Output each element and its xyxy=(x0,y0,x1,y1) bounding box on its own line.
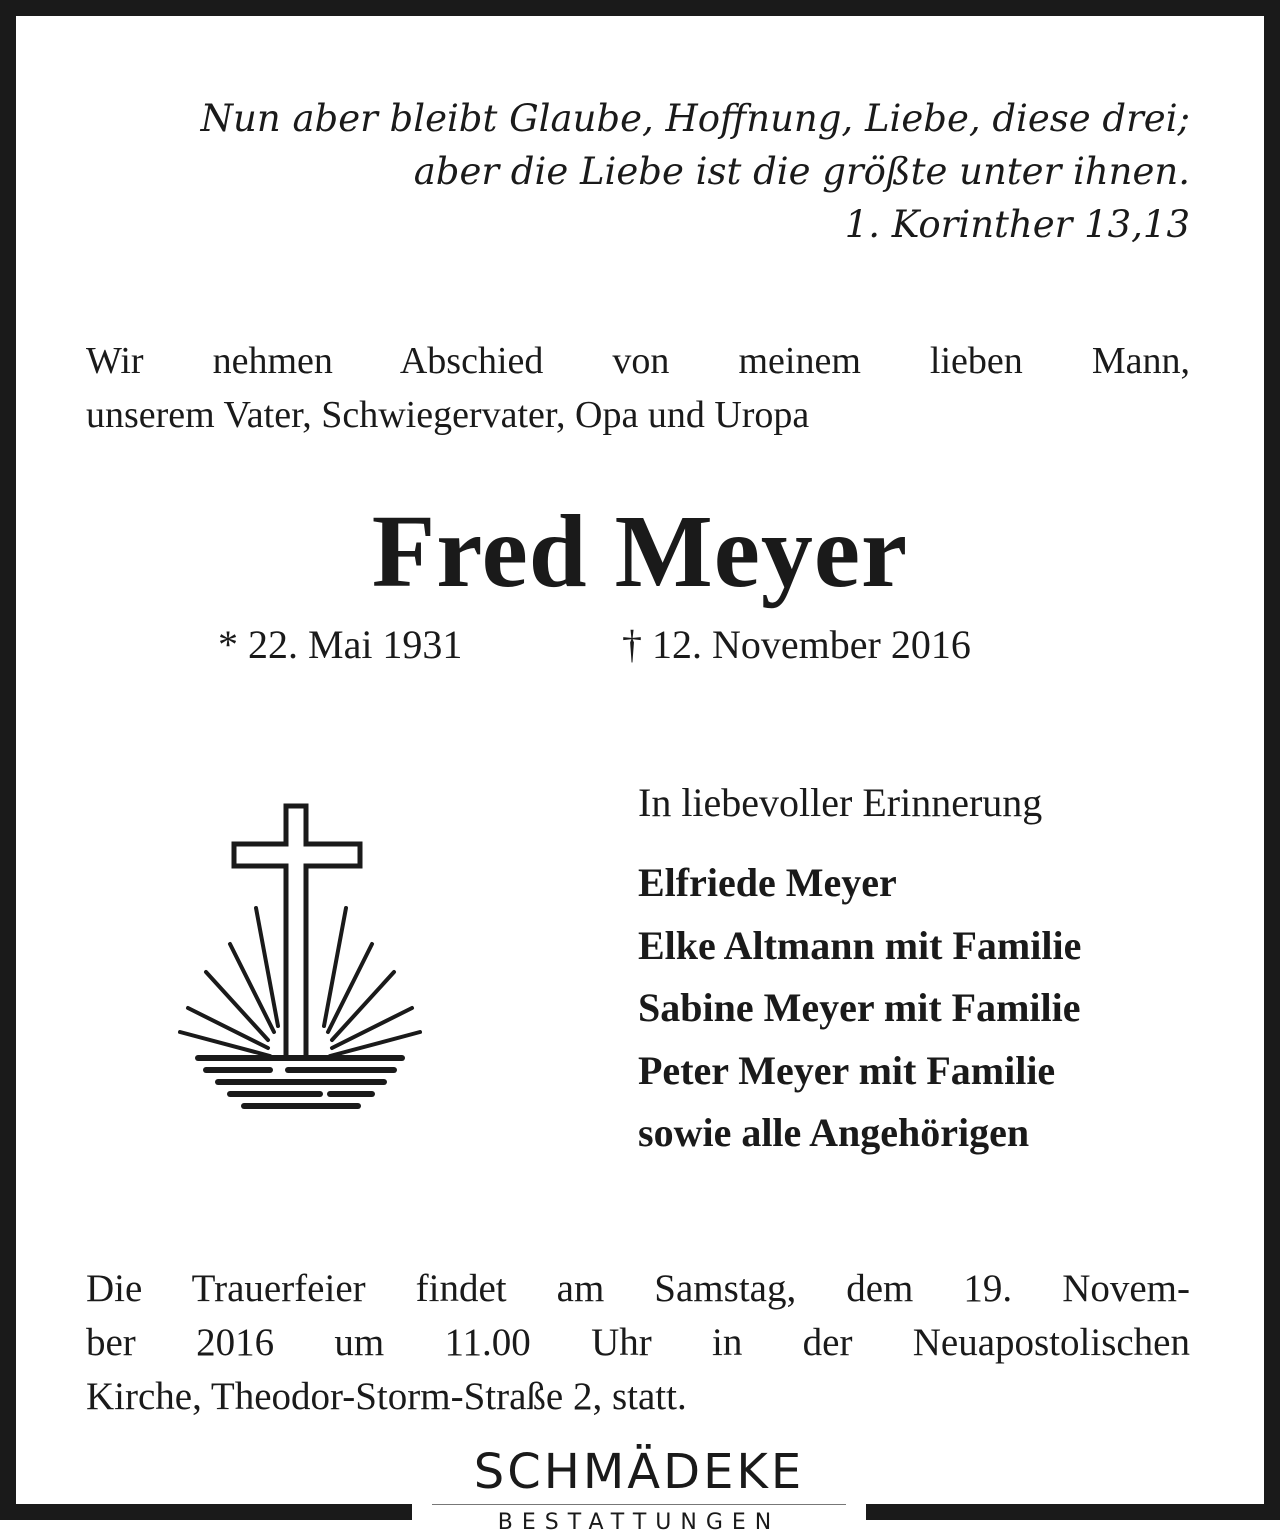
intro-line-2: unserem Vater, Schwiegervater, Opa und Uropa xyxy=(86,394,810,436)
service-line-2: ber 2016 um 11.00 Uhr in der Neuapostolischen xyxy=(86,1321,1190,1364)
mourner-item: Peter Meyer mit Familie xyxy=(638,1047,1056,1093)
logo-divider xyxy=(432,1504,846,1505)
cross-with-rising-sun-icon xyxy=(170,796,430,1116)
border-bottom-right xyxy=(866,1504,1280,1520)
farewell-intro xyxy=(86,334,1190,442)
border-top xyxy=(0,0,1280,16)
mourners-list xyxy=(638,852,1081,1165)
funeral-home-logo xyxy=(432,1444,846,1536)
logo-name: SCHMÄDEKE xyxy=(473,1444,805,1500)
bible-verse xyxy=(80,92,1190,251)
deceased-name: Fred Meyer xyxy=(371,494,909,609)
service-line-3: Kirche, Theodor-Storm-Straße 2, statt. xyxy=(86,1375,687,1418)
border-left xyxy=(0,0,16,1520)
mourner-item: Sabine Meyer mit Familie xyxy=(638,985,1081,1030)
verse-reference: 1. Korinther 13,13 xyxy=(844,203,1190,246)
intro-line-1: Wir nehmen Abschied von meinem lieben Mann, xyxy=(86,340,1190,382)
mourner-item: Elke Altmann mit Familie xyxy=(638,922,1082,968)
border-right xyxy=(1264,0,1280,1520)
mourner-item: sowie alle Angehörigen xyxy=(638,1110,1030,1155)
death-date: † 12. November 2016 xyxy=(622,622,971,667)
memory-heading: In liebevoller Erinnerung xyxy=(638,780,1043,825)
logo-tagline: BESTATTUNGEN xyxy=(497,1510,781,1535)
funeral-service-notice xyxy=(86,1262,1190,1424)
border-bottom-left xyxy=(0,1504,412,1520)
verse-line-2: aber die Liebe ist die größte unter ihnen. xyxy=(413,150,1190,193)
birth-date: * 22. Mai 1931 xyxy=(218,622,463,667)
verse-line-1: Nun aber bleibt Glaube, Hoffnung, Liebe, diese drei; xyxy=(200,97,1190,140)
service-line-1: Die Trauerfeier findet am Samstag, dem 19. Novem- xyxy=(86,1267,1190,1310)
mourner-item: Elfriede Meyer xyxy=(638,860,897,905)
